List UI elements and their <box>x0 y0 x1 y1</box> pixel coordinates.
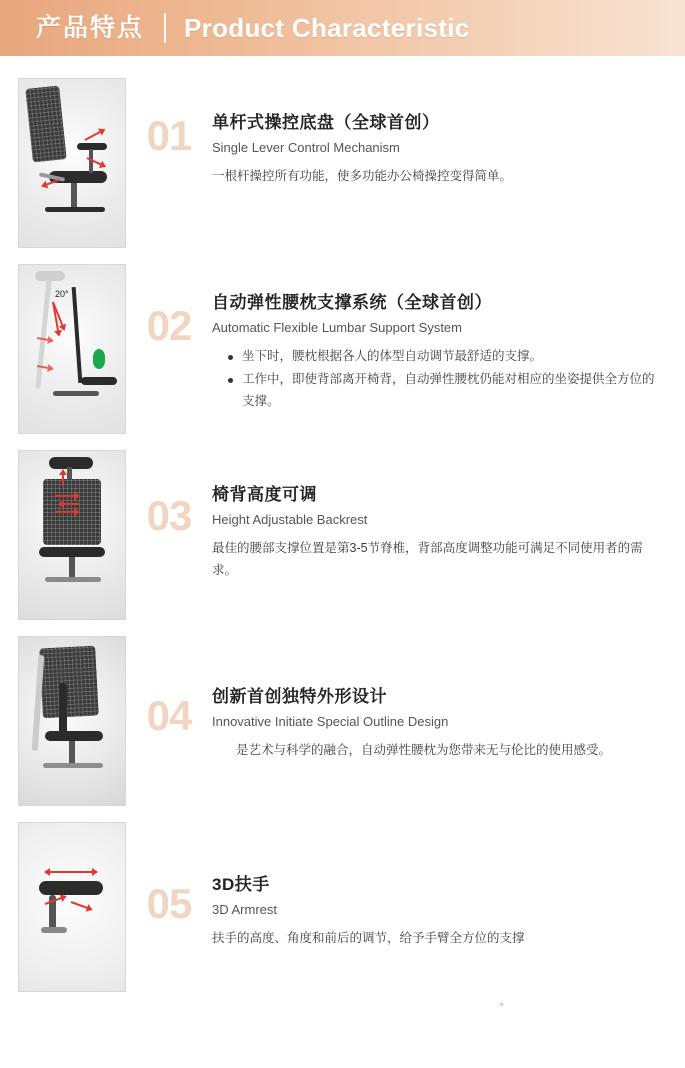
chair-backrest-height-photo <box>18 450 126 620</box>
feature-number: 04 <box>146 692 192 739</box>
feature-number: 02 <box>146 302 192 349</box>
feature-description: 是艺术与科学的融合，自动弹性腰枕为您带来无与伦比的使用感受。 <box>236 743 612 758</box>
feature-number: 05 <box>146 880 192 927</box>
page-header <box>0 0 685 56</box>
footer-mark: 。 <box>500 997 510 1008</box>
feature-text-block <box>212 264 685 414</box>
feature-title-cn: 单杆式操控底盘（全球首创） <box>212 113 440 132</box>
list-item <box>0 450 685 620</box>
feature-title-cn: 自动弹性腰枕支撑系统（全球首创） <box>212 293 492 312</box>
feature-number: 01 <box>146 112 192 159</box>
feature-title-cn: 创新首创独特外形设计 <box>212 687 387 706</box>
list-item: 工作中，即使背部离开椅背，自动弹性腰枕仍能对相应的坐姿提供全方位的支撑。 <box>228 369 663 413</box>
chair-lever-control-photo <box>18 78 126 248</box>
feature-title-cn: 3D扶手 <box>212 875 270 894</box>
feature-title-en: Automatic Flexible Lumbar Support System <box>212 320 462 336</box>
feature-text-block <box>212 636 685 762</box>
feature-title-en: Height Adjustable Backrest <box>212 512 368 528</box>
list-item <box>0 822 685 992</box>
feature-number: 03 <box>146 492 192 539</box>
feature-description: 扶手的高度、角度和前后的调节，给予手臂全方位的支撑 <box>212 931 525 946</box>
title-divider <box>164 13 166 43</box>
feature-text-block <box>212 78 685 188</box>
list-item: 坐下时，腰枕根据各人的体型自动调节最舒适的支撑。 <box>228 346 663 368</box>
page-title-cn: 产品特点 <box>36 13 145 42</box>
feature-description: 一根杆操控所有功能，使多功能办公椅操控变得简单。 <box>212 169 513 184</box>
feature-list <box>0 56 685 992</box>
chair-lumbar-support-photo <box>18 264 126 434</box>
feature-title-en: Innovative Initiate Special Outline Design <box>212 714 449 730</box>
list-item <box>0 78 685 248</box>
feature-title-cn: 椅背高度可调 <box>212 485 317 504</box>
image-caption-angle: 20° <box>55 289 69 299</box>
feature-description: 最佳的腰部支撑位置是第3-5节脊椎，背部高度调整功能可满足不同使用者的需求。 <box>212 541 643 578</box>
feature-title-en: Single Lever Control Mechanism <box>212 140 400 156</box>
chair-3d-armrest-photo <box>18 822 126 992</box>
list-item <box>0 636 685 806</box>
feature-bullet-list <box>212 346 663 413</box>
feature-text-block <box>212 450 685 582</box>
list-item <box>0 264 685 434</box>
feature-text-block <box>212 822 685 950</box>
page-title-en: Product Characteristic <box>184 13 470 43</box>
chair-outline-design-photo <box>18 636 126 806</box>
feature-title-en: 3D Armrest <box>212 902 278 918</box>
